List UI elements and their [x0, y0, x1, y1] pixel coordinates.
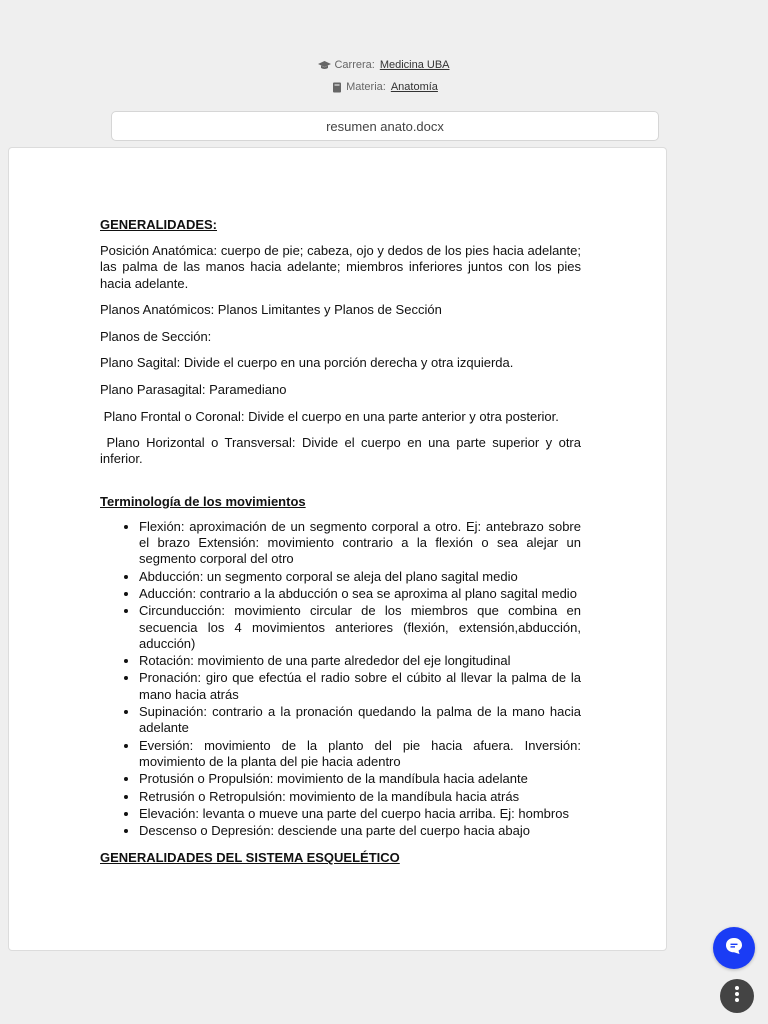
career-link[interactable]: Medicina UBA	[379, 59, 450, 71]
paragraph: Posición Anatómica: cuerpo de pie; cabeza, ojo y dedos de los pies hacia adelante; las palma de las manos hacia adelante; miembros inferiores juntos con los pies hacia adelante.	[100, 243, 581, 291]
subject-label: Materia:	[346, 81, 386, 93]
paragraph: Plano Sagital: Divide el cuerpo en una porción derecha y otra izquierda.	[100, 355, 514, 371]
subject-row	[0, 81, 768, 93]
list-item: • Flexión: aproximación de un segmento corporal a otro. Ej: antebrazo sobre el brazo Extensión: movimiento contrario a la flexión o sea alejar un segmento corporal del otro	[139, 519, 581, 568]
list-item: • Aducción: contrario a la abducción o sea se aproxima al plano sagital medio	[139, 586, 581, 602]
list-item: • Retrusión o Retropulsión: movimiento de la mandíbula hacia atrás	[139, 789, 581, 805]
subject-link[interactable]: Anatomía	[390, 81, 438, 93]
paragraph: Planos Anatómicos: Planos Limitantes y Planos de Sección	[100, 302, 442, 318]
list-item: • Supinación: contrario a la pronación quedando la palma de la mano hacia adelante	[139, 704, 581, 737]
career-row	[0, 59, 768, 71]
list-item: • Descenso o Depresión: desciende una parte del cuerpo hacia abajo	[139, 823, 581, 839]
section-heading-generalidades: GENERALIDADES:	[100, 217, 218, 232]
paragraph: Plano Horizontal o Transversal: Divide el cuerpo en una parte superior y otra inferior.	[100, 435, 585, 467]
graduation-cap-icon	[318, 60, 331, 71]
document-page	[8, 147, 667, 951]
list-item: • Pronación: giro que efectúa el radio sobre el cúbito al llevar la palma de la mano hacia atrás	[139, 670, 581, 703]
book-icon	[330, 82, 343, 93]
paragraph: Plano Frontal o Coronal: Divide el cuerpo en una parte anterior y otra posterior.	[100, 408, 559, 424]
chat-button[interactable]	[713, 927, 755, 969]
list-item: • Eversión: movimiento de la planto del pie hacia afuera. Inversión: movimiento de la planta del pie hacia adentro	[139, 738, 581, 771]
list-item: • Protusión o Propulsión: movimiento de la mandíbula hacia adelante	[139, 771, 581, 787]
list-item: • Rotación: movimiento de una parte alrededor del eje longitudinal	[139, 653, 581, 669]
list-item: • Circunducción: movimiento circular de los miembros que combina en secuencia los 4 movimientos anteriores (flexión, extensión,abducción, aducción)	[139, 603, 581, 652]
career-label: Carrera:	[334, 59, 375, 71]
paragraph: Planos de Sección:	[100, 328, 212, 344]
document-content	[100, 217, 585, 876]
list-item: • Elevación: levanta o mueve una parte del cuerpo hacia arriba. Ej: hombros	[139, 806, 581, 822]
chat-icon	[724, 936, 744, 961]
paragraph: Plano Parasagital: Paramediano	[100, 381, 287, 397]
file-name-bar	[111, 111, 659, 141]
more-vertical-icon	[734, 985, 740, 1008]
section-heading-terminologia: Terminología de los movimientos	[100, 493, 306, 509]
file-name: resumen anato.docx	[326, 118, 444, 134]
movements-list	[100, 519, 581, 840]
list-item: • Abducción: un segmento corporal se aleja del plano sagital medio	[139, 569, 581, 585]
section-heading-sistema-esqueletico: GENERALIDADES DEL SISTEMA ESQUELÉTICO	[100, 850, 400, 866]
more-options-button[interactable]	[720, 979, 754, 1013]
